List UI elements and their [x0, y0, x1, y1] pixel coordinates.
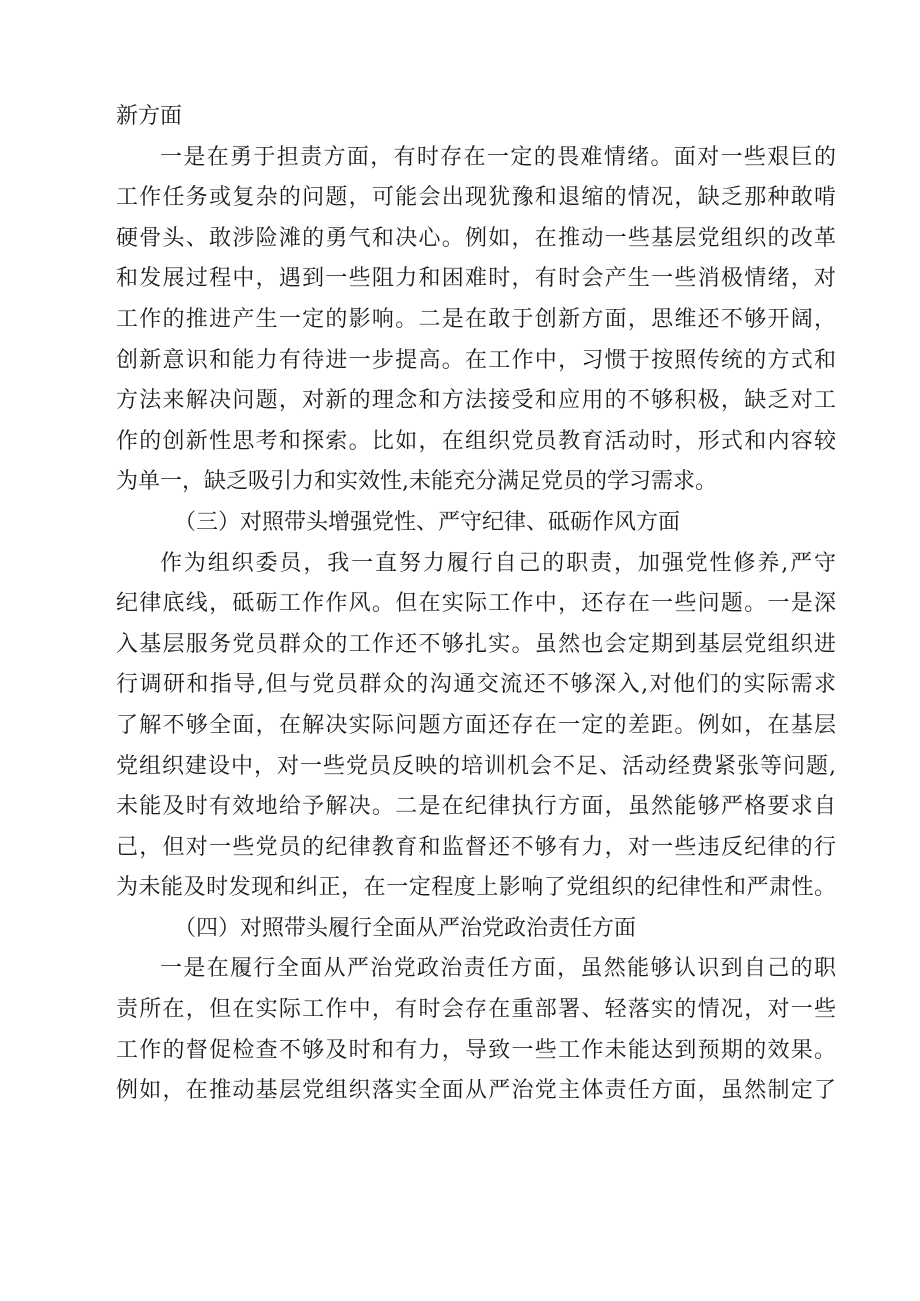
text-line: 和发展过程中，遇到一些阻力和困难时，有时会产生一些消极情绪，对 — [116, 266, 838, 292]
text-line: （三）对照带头增强党性、严守纪律、砥砺作风方面 — [174, 509, 681, 535]
text-line: 入基层服务党员群众的工作还不够扎实。虽然也会定期到基层党组织进 — [116, 631, 838, 657]
text-line: 一是在勇于担责方面，有时存在一定的畏难情绪。面对一些艰巨的 — [160, 144, 838, 170]
text-line: 未能及时有效地给予解决。二是在纪律执行方面，虽然能够严格要求自 — [116, 794, 838, 820]
text-line: 工作任务或复杂的问题，可能会出现犹豫和退缩的情况，缺乏那种敢啃 — [116, 185, 838, 211]
document-body — [116, 97, 836, 1112]
text-line: 方法来解决问题，对新的理念和方法接受和应用的不够积极，缺乏对工 — [116, 388, 838, 414]
text-line: 党组织建设中，对一些党员反映的培训机会不足、活动经费紧张等问题, — [116, 753, 837, 779]
text-line: 作的创新性思考和探索。比如，在组织党员教育活动时，形式和内容较 — [116, 428, 838, 454]
text-line: 责所在，但在实际工作中，有时会存在重部署、轻落实的情况，对一些 — [116, 997, 838, 1023]
text-line: 行调研和指导,但与党员群众的沟通交流还不够深入,对他们的实际需求 — [116, 672, 838, 698]
text-line: 一是在履行全面从严治党政治责任方面，虽然能够认识到自己的职 — [160, 956, 838, 982]
text-line: 工作的推进产生一定的影响。二是在敢于创新方面，思维还不够开阔， — [116, 306, 838, 332]
text-line: 例如，在推动基层党组织落实全面从严治党主体责任方面，虽然制定了 — [116, 1078, 838, 1104]
text-line: 为单一，缺乏吸引力和实效性,未能充分满足党员的学习需求。 — [116, 469, 717, 495]
text-line: 创新意识和能力有待进一步提高。在工作中，习惯于按照传统的方式和 — [116, 347, 838, 373]
text-line: （四）对照带头履行全面从严治党政治责任方面 — [174, 915, 637, 941]
text-line: 工作的督促检查不够及时和有力，导致一些工作未能达到预期的效果。 — [116, 1037, 838, 1063]
text-line: 己，但对一些党员的纪律教育和监督还不够有力，对一些违反纪律的行 — [116, 834, 838, 860]
text-line: 作为组织委员，我一直努力履行自己的职责，加强党性修养,严守 — [160, 550, 838, 576]
text-line: 新方面 — [116, 104, 183, 129]
text-line: 纪律底线，砥砺工作作风。但在实际工作中，还存在一些问题。一是深 — [116, 591, 838, 617]
text-line: 为未能及时发现和纠正，在一定程度上影响了党组织的纪律性和严肃性。 — [116, 875, 837, 901]
text-line: 了解不够全面，在解决实际问题方面还存在一定的差距。例如，在基层 — [116, 712, 838, 738]
text-line: 硬骨头、敢涉险滩的勇气和决心。例如，在推动一些基层党组织的改革 — [116, 225, 838, 251]
